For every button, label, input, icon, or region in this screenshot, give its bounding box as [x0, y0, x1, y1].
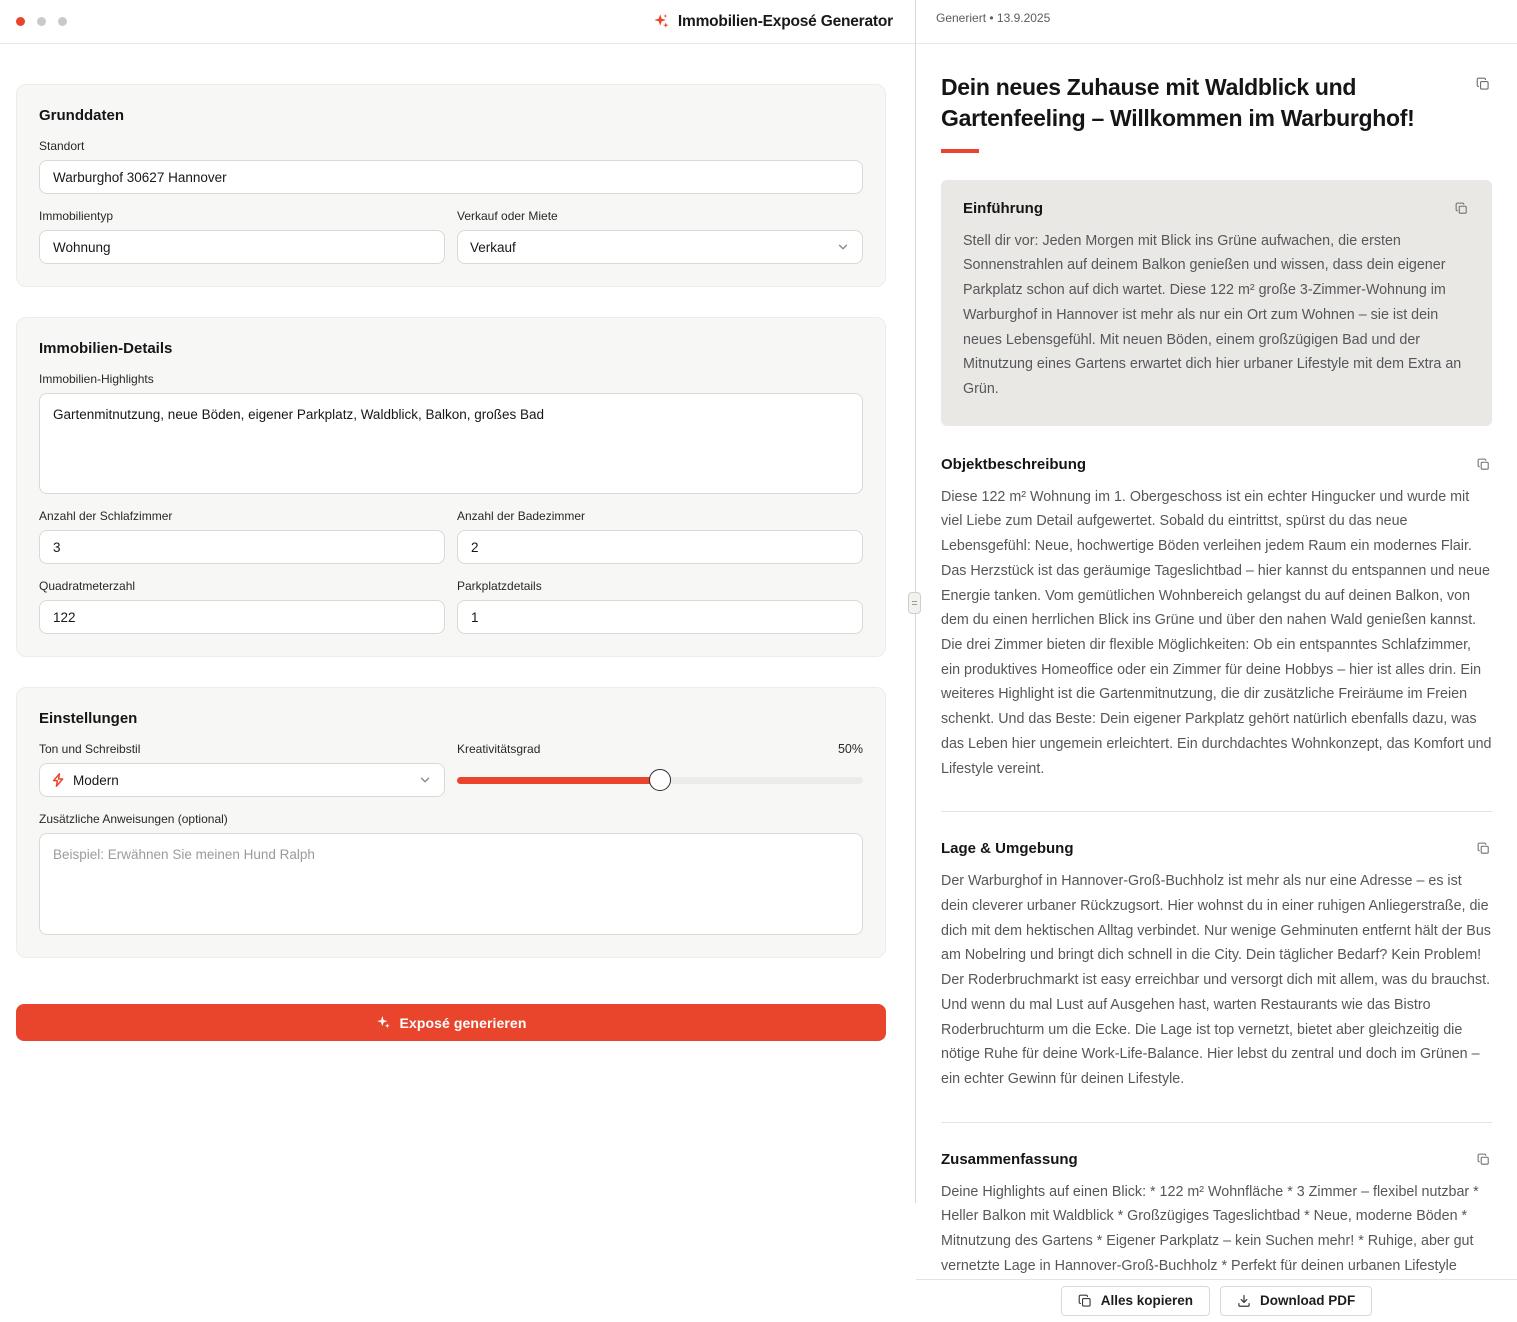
- verkauf-miete-select[interactable]: [457, 230, 863, 264]
- download-icon: [1237, 1294, 1251, 1308]
- section-title: Immobilien-Details: [39, 340, 173, 357]
- window-dots: [16, 17, 67, 26]
- creativity-slider[interactable]: [457, 763, 863, 797]
- zusammenfassung-text: Deine Highlights auf einen Blick: * 122 m² Wohnfläche * 3 Zimmer – flexibel nutzbar * Heller Balkon mit Waldblick * Großzügiges Tageslichtbad * Neue, moderne Böden * Mitnutzung des Gartens * Eigener Parkplatz – kein Suchen mehr! * Ruhige, aber gut vernetzte Lage in Hannover-Groß-Buchholz * Perfekt für deinen urbanen Lifestyle: [941, 1183, 1479, 1274]
- expose-output: [916, 44, 1517, 1279]
- sparkles-icon: [653, 13, 670, 30]
- copy-zusammenfassung-button[interactable]: [1475, 1151, 1492, 1168]
- app-title: [653, 13, 893, 31]
- left-header: [0, 0, 915, 44]
- standort-label: Standort: [39, 139, 85, 153]
- intro-text: Stell dir vor: Jeden Morgen mit Blick ins Grüne aufwachen, die ersten Sonnenstrahlen auf deinem Balkon genießen und wissen, dass dein eigener Parkplatz schon auf dich wartet. Diese 122 m² große 3-Zimmer-Wohnung im Warburghof in Hannover ist mehr als nur ein Ort zum Wohnen – sie ist dein neues Lebensgefühl. Mit neuen Böden, einem großzügigen Bad und der Mitnutzung eines Gartens erwartet dich hier urbaner Lifestyle mit dem Extra an Grün.: [963, 232, 1462, 397]
- panel-resize-handle[interactable]: [908, 592, 921, 614]
- copy-intro-button[interactable]: [1453, 200, 1470, 217]
- copy-icon: [1455, 202, 1468, 215]
- creativity-slider-fill: [457, 777, 660, 784]
- section-title: Grunddaten: [39, 107, 124, 124]
- chevron-down-icon: [836, 240, 850, 254]
- zusammenfassung-section: [941, 1122, 1492, 1279]
- ton-select[interactable]: [39, 763, 445, 797]
- form-content: [0, 44, 915, 1203]
- copy-icon: [1477, 842, 1490, 855]
- kreativitaet-value: 50%: [837, 742, 863, 756]
- window-dot-red: [16, 17, 25, 26]
- copy-icon: [1477, 1153, 1490, 1166]
- quadratmeter-label: Quadratmeterzahl: [39, 579, 136, 593]
- output-footer: [916, 1279, 1517, 1322]
- schlafzimmer-input[interactable]: [39, 530, 445, 564]
- copy-all-label: Alles kopieren: [1100, 1293, 1194, 1309]
- parkplatz-label: Parkplatzdetails: [457, 579, 542, 593]
- chevron-down-icon: [418, 773, 432, 787]
- generate-expose-button[interactable]: [16, 1004, 886, 1041]
- creativity-slider-track: [457, 777, 863, 784]
- lage-title: Lage & Umgebung: [941, 840, 1074, 858]
- section-title: Einstellungen: [39, 710, 138, 727]
- lage-section: [941, 811, 1492, 1091]
- kreativitaet-label: Kreativitätsgrad: [457, 742, 541, 756]
- copy-icon: [1477, 458, 1490, 471]
- ton-label: Ton und Schreibstil: [39, 742, 141, 756]
- sparkles-icon: [376, 1015, 391, 1030]
- highlights-textarea[interactable]: [39, 393, 863, 494]
- badezimmer-input[interactable]: [457, 530, 863, 564]
- objektbeschreibung-title: Objektbeschreibung: [941, 455, 1087, 473]
- window-dot-gray-2: [58, 17, 67, 26]
- download-pdf-button[interactable]: [1220, 1286, 1372, 1316]
- verkauf-miete-label: Verkauf oder Miete: [457, 209, 558, 223]
- window-dot-gray-1: [37, 17, 46, 26]
- quadratmeter-input[interactable]: [39, 600, 445, 634]
- parkplatz-input[interactable]: [457, 600, 863, 634]
- anweisungen-textarea[interactable]: [39, 833, 863, 935]
- copy-title-button[interactable]: [1474, 75, 1492, 93]
- copy-all-button[interactable]: [1061, 1286, 1210, 1316]
- copy-icon: [1078, 1294, 1092, 1308]
- lage-text: Der Warburghof in Hannover-Groß-Buchholz ist mehr als nur eine Adresse – es ist dein cleverer urbaner Rückzugsort. Hier wohnst du in einer ruhigen Anliegerstraße, die dich mit dem hektischen Alltag verbindet. Nur wenige Gehminuten entfernt hält der Bus am Nobelring und bringt dich schnell in die City. Dein täglicher Bedarf? Kein Problem! Der Roderbruchmarkt ist easy erreichbar und versorgt dich mit allem, was du brauchst. Und wenn du mal Lust auf Ausgehen hast, warten Restaurants wie das Bistro Roderbruchturm um die Ecke. Die Lage ist top vernetzt, bietet aber gleichzeitig die nötige Ruhe für deine Work-Life-Balance. Hier lebst du zentral und doch im Grünen – ein echter Gewinn für deinen Lifestyle.: [941, 873, 1491, 1088]
- copy-objektbeschreibung-button[interactable]: [1475, 456, 1492, 473]
- download-pdf-label: Download PDF: [1260, 1293, 1356, 1309]
- generated-timestamp: Generiert • 13.9.2025: [936, 11, 1051, 25]
- app-title-text: Immobilien-Exposé Generator: [677, 12, 893, 30]
- immobilientyp-label: Immobilientyp: [39, 209, 114, 223]
- objektbeschreibung-text: Diese 122 m² Wohnung im 1. Obergeschoss ist ein echter Hingucker und wurde mit viel Liebe zum Detail aufgewertet. Sobald du eintrittst, spürst du das neue Lebensgefühl: Neue, hochwertige Böden verleihen jedem Raum ein modernes Flair. Das Herzstück ist das geräumige Tageslichtbad – hier kannst du entspannen und neue Energie tanken. Vom gemütlichen Wohnbereich gelangst du auf deinen Balkon, von dem du einen herrlichen Blick ins Grüne und über den nahen Wald genießen kannst. Die drei Zimmer bieten dir flexible Möglichkeiten: Ob ein entspanntes Schlafzimmer, ein produktives Homeoffice oder ein Zimmer für deine Hobbys – hier ist alles drin. Ein weiteres Highlight ist die Gartenmitnutzung, die dir zusätzliche Freiräume im Freien schenkt. Und das Beste: Dein eigener Parkplatz gehört natürlich ebenfalls dazu, was das Leben hier ungemein erleichtert. Ein durchdachtes Wohnkonzept, das Komfort und Lifestyle vereint.: [941, 488, 1492, 777]
- zusammenfassung-title: Zusammenfassung: [941, 1150, 1078, 1168]
- output-panel: [916, 0, 1517, 1309]
- title-accent-bar: [941, 149, 979, 153]
- objektbeschreibung-section: [941, 456, 1492, 782]
- generate-button-label: Exposé generieren: [399, 1014, 527, 1031]
- copy-lage-button[interactable]: [1475, 840, 1492, 857]
- copy-icon: [1476, 77, 1490, 91]
- schlafzimmer-label: Anzahl der Schlafzimmer: [39, 509, 173, 523]
- immobilientyp-input[interactable]: [39, 230, 445, 264]
- highlights-label: Immobilien-Highlights: [39, 372, 154, 386]
- section-einstellungen: [16, 687, 886, 958]
- anweisungen-label: Zusätzliche Anweisungen (optional): [39, 812, 228, 826]
- intro-section: [941, 180, 1492, 426]
- standort-input[interactable]: [39, 160, 863, 194]
- section-details: [16, 317, 886, 657]
- bolt-icon: [52, 773, 65, 787]
- right-header: [916, 0, 1517, 44]
- intro-title: Einführung: [963, 199, 1043, 217]
- expose-title: Dein neues Zuhause mit Waldblick und Gartenfeeling – Willkommen im Warburghof!: [941, 74, 1415, 131]
- section-grunddaten: [16, 84, 886, 287]
- ton-value: Modern: [73, 772, 119, 788]
- creativity-slider-thumb[interactable]: [649, 769, 671, 791]
- verkauf-miete-value: Verkauf: [470, 239, 516, 255]
- badezimmer-label: Anzahl der Badezimmer: [457, 509, 586, 523]
